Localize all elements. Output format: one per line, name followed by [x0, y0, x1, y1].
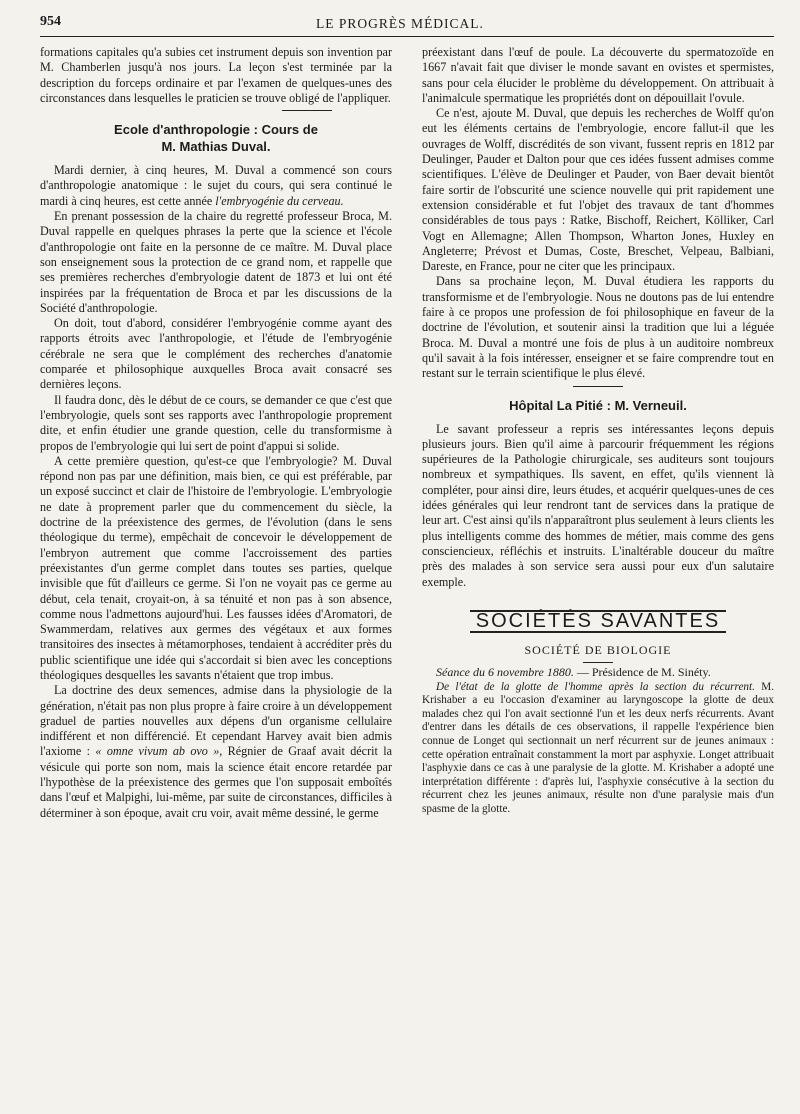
section-title-line-2: M. Mathias Duval. — [161, 139, 271, 155]
paragraph-text: M. Krishaber a eu l'occasion d'examiner au laryngoscope la glotte de deux malades chez qui l'on avait sectionné l'un et les deux nerfs récurrents. Avant d'entrer dans les détails de ces observations, il rappelle l'expérience bien connue de Longet qui sectionnait un nerf récurrent sur de jeunes animaux : cette opération entraînait constamment la mort par asphyxie. Longet attribuait l'asphyxie dans ce cas à une paralysie de la glotte. M. Krishaber a adopté une interprétation différente : d'après lui, l'asphyxie consécutive à la section du récurrent chez les jeunes animaux, résulte non d'une paralysie mais d'un spasme de la glotte. — [422, 680, 774, 816]
seance-line — [422, 665, 774, 680]
paragraph-text: Régnier de Graaf avait décrit la vésicule qui porte son nom, mais la science était encore retardée par l'hypothèse de la préexistence des germes que l'on supposait emboîtés dans l'œuf et Malpighi, lui-même, par suite de circonstances, difficiles à déterminer à son époque, avait cru voir, avait même dessiné, le germe — [40, 744, 392, 820]
paragraph: Il faudra donc, dès le début de ce cours, se demander ce que c'est que l'embryologie, quels sont ses rapports avec l'anthropologie proprement dite, et enfin étudier une grande question, celle du transformisme à propos de l'embryologie qui lui sert de point d'appui si solide. — [40, 392, 392, 453]
seance-date: Séance du 6 novembre 1880. — [436, 665, 574, 680]
paragraph: Ce n'est, ajoute M. Duval, que depuis les recherches de Wolff qu'on eut les éléments certains de l'embryologie, encore fallut-il que les ouvrages de Wolff, discrédités de son vivant, fussent repris en 1812 par Deulinger, Pauder et Dalton pour que ces idées fussent admises comme scientifiques. L'élève de Deulinger et Pauder, von Baer devait bientôt faire sortir de l'obscurité une science nouvelle qui prit rapidement une extension considérable et fut l'objet des travaux de tant d'hommes considérables de tous pays : Ratke, Bischoff, Reichert, Kölliker, Carl Vogt en Allemagne; Allen Thompson, Wharton Jones, Huxley en Angleterre; Prévost et Dumas, Coste, Breschet, Velpeau, Balbiani, Dareste, en France, pour ne citer que les principaux. — [422, 106, 774, 274]
columns — [40, 45, 774, 821]
paragraph: préexistant dans l'œuf de poule. La découverte du spermatozoïde en 1667 n'avait fait que diviser le monde savant en ovistes et spermistes, sans pour cela élucider le problème du développement. On attribuait à l'animalcule spermatique les propriétés dont on dépouillait l'ovule. — [422, 45, 774, 105]
divider — [282, 110, 332, 111]
societies-title — [422, 610, 774, 633]
running-title: LE PROGRÈS MÉDICAL. — [316, 16, 484, 31]
society-name: SOCIÉTÉ DE BIOLOGIE — [524, 643, 672, 658]
paragraph: En prenant possession de la chaire du regretté professeur Broca, M. Duval rappelle en quelques phrases la perte que la science et l'école d'anthropologie ont faite en la personne de ce maître. M. Duval place son enseignement sous la protection de ce grand nom, et rappelle que ses premières recherches d'embryologie datent de 1873 et lui ont été inspirées par la fréquentation de Broca et par les discussions de la Société d'anthropologie. — [40, 209, 392, 315]
societies-title-text: SOCIÉTÉS SAVANTES — [470, 610, 726, 633]
paragraph: Le savant professeur a repris ses intéressantes leçons depuis plusieurs jours. Bien qu'il aime à parcourir fréquemment les régions supérieures de la Pathologie chirurgicale, ses auditeurs sont toujours nombreux et sympathiques. Ils savent, en effet, qu'ils viennent là compléter, pour ainsi dire, leurs études, et acquérir quelques-unes de ces idées générales qui leur rendront tant de services dans la pratique de leur art. C'est ainsi qu'ils n'apparaîtront plus seulement à leurs clients les plus intelligents comme des hommes de métier, mais comme des gens consciencieux, réfléchis et instruits. L'inaltérable douceur du maître près des malades à son service sera aussi pour eux d'un salutaire exemple. — [422, 421, 774, 589]
paragraph: A cette première question, qu'est-ce que l'embryologie? M. Duval répond non pas par une définition, mais bien, ce qui est préférable, par un exposé succinct et clair de l'histoire de l'embryologie. L'embryologie ne date à proprement parler que du commencement du siècle, la doctrine de la préexistence des germes, de l'évolution (dans le sens théologique du terme), empêchait de concevoir le développement de l'embryon autrement que comme l'accroissement des parties préexistantes d'un germe complet dans toutes ses parties, quelque invisible que fût d'ailleurs ce germe. Si l'on ne voyait pas ce germe au début, cela tenait, croyait-on, à sa ténuité et non pas à son absence, comme nous l'admettons aujourd'hui. Les fausses idées d'Aromatori, de Swammerdam, relatives aux germes des végétaux et aux formes transitoires des insectes à métamorphoses, tendaient à accréditer près du public scientifique une idée qui s'accordait si bien avec les conceptions théologiques desquelles les savants n'étaient que trop imbus. — [40, 453, 392, 682]
paragraph-italic: « omne vivum ab ovo », — [95, 744, 223, 759]
left-column — [40, 45, 392, 821]
section-title-anthropologie — [40, 121, 392, 155]
paragraph: On doit, tout d'abord, considérer l'embryogénie comme ayant des rapports étroits avec l'anthropologie, et l'étude de l'embryogénie cérébrale ne sera que le complément des recherches d'anatomie comparée et philosophique auxquelles Broca avait consacré ses dernières leçons. — [40, 316, 392, 392]
divider — [573, 386, 623, 387]
divider — [583, 662, 613, 663]
paragraph — [40, 683, 392, 821]
paragraph-italic: De l'état de la glotte de l'homme après la section du récurrent. — [436, 680, 755, 693]
paragraph — [40, 163, 392, 209]
seance-presidence: — Présidence de M. Sinéty. — [576, 665, 711, 680]
intro-paragraph: formations capitales qu'a subies cet instrument depuis son invention par M. Chamberlen jusqu'à nos jours. La leçon s'est terminée par la description du forceps ordinaire et par l'examen de quelques-unes des circonstances dans lesquelles le praticien se trouve obligé de l'appliquer. — [40, 45, 392, 105]
page-number: 954 — [40, 14, 61, 29]
right-column — [422, 45, 774, 821]
paragraph: Dans sa prochaine leçon, M. Duval étudiera les rapports du transformisme et de l'embryologie. Nous ne doutons pas de lui entendre faire à ce propos une profession de foi philosophique en faveur de la doctrine de l'évolution, et soutenir ainsi la tradition que lui a léguée Broca. M. Duval a montré une fois de plus à un auditoire nombreux qu'il savait à la fois intéresser, enseigner et se faire comprendre tout en restant sur le terrain scientifique le plus élevé. — [422, 274, 774, 381]
paragraph-text: La doctrine des deux semences, admise dans la physiologie de la génération, n'était pas non plus propre à faire croire à un développement graduel de parties nouvelles aux dépens d'un organisme cellulaire indifférent et non différencié. Et cependant Harvey avait bien admis l'axiome : — [40, 683, 392, 759]
section-title-line-1: Ecole d'anthropologie : Cours de — [114, 122, 318, 138]
section-title-verneuil: Hôpital La Pitié : M. Verneuil. — [509, 397, 687, 413]
paragraph — [422, 681, 774, 817]
paragraph-italic: l'embryogénie du cerveau. — [215, 193, 344, 208]
paragraph-text: Mardi dernier, à cinq heures, M. Duval a commencé son cours d'anthropologie anatomique : le sujet du cours, qui sera continué le mardi à cinq heures, est cette année — [40, 163, 392, 208]
